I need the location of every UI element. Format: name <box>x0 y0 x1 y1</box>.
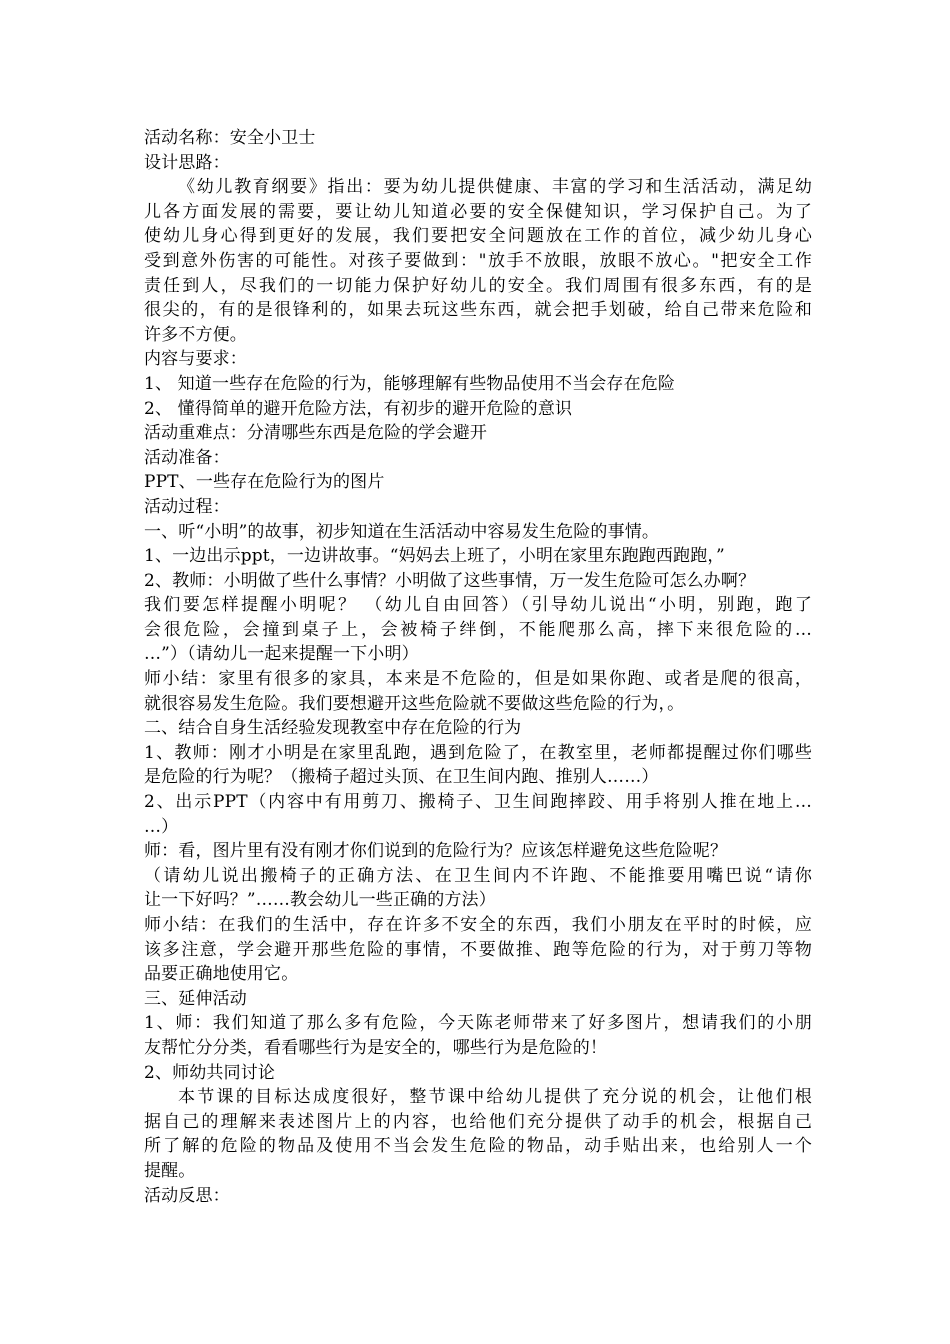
text-line: 师小结：在我们的生活中，存在许多不安全的东西，我们小朋友在平时的时候，应 <box>144 915 812 935</box>
text-line: 是危险的行为呢？（搬椅子超过头顶、在卫生间内跑、推别人……） <box>144 767 659 788</box>
text-line: 1、师：我们知道了那么多有危险，今天陈老师带来了好多图片，想请我们的小朋 <box>144 1013 812 1034</box>
text-line: 《幼儿教育纲要》指出：要为幼儿提供健康、丰富的学习和生活活动，满足幼 <box>178 177 812 198</box>
text-line: 活动过程： <box>144 496 230 517</box>
text-line: 使幼儿身心得到更好的发展，我们要把安全问题放在工作的首位，减少幼儿身心 <box>144 226 812 247</box>
text-line: 提醒。 <box>144 1160 196 1181</box>
text-line: …”）（请幼儿一起来提醒一下小明） <box>144 644 419 665</box>
text-line: 2、出示PPT（内容中有用剪刀、搬椅子、卫生间跑摔跤、用手将别人推在地上… <box>144 792 812 813</box>
text-line: 品要正确地使用它。 <box>144 964 299 985</box>
text-line: 师：看，图片里有没有刚才你们说到的危险行为？应该怎样避免这些危险呢？ <box>144 841 728 862</box>
text-line: PPT、一些存在危险行为的图片 <box>144 472 385 493</box>
text-line: 让一下好吗？”……教会幼儿一些正确的方法） <box>144 890 496 911</box>
text-line: 2、教师：小明做了些什么事情？小明做了这些事情，万一发生危险可怎么办啊？ <box>144 570 756 591</box>
text-line: 活动反思： <box>144 1185 230 1206</box>
text-line: 据自己的理解来表述图片上的内容，也给他们充分提供了动手的机会，根据自己 <box>144 1111 812 1132</box>
text-line: （请幼儿说出搬椅子的正确方法、在卫生间内不许跑、不能推要用嘴巴说“请你 <box>144 865 812 886</box>
text-line: 2、 懂得简单的避开危险方法，有初步的避开危险的意识 <box>144 398 573 419</box>
text-line: 儿各方面发展的需要，要让幼儿知道必要的安全保健知识，学习保护自己。为了 <box>144 201 812 222</box>
text-line: 内容与要求： <box>144 349 247 370</box>
document-body <box>144 126 812 1208</box>
text-line: 一、听“小明”的故事，初步知道在生活活动中容易发生危险的事情。 <box>144 521 660 542</box>
text-line: 活动重难点：分清哪些东西是危险的学会避开 <box>144 423 487 444</box>
text-line: 所了解的危险的物品及使用不当会发生危险的物品，动手贴出来，也给别人一个 <box>144 1136 812 1157</box>
text-line: 我们要怎样提醒小明呢？ （幼儿自由回答）（引导幼儿说出“小明，别跑，跑了 <box>144 595 812 616</box>
text-line: 会很危险，会撞到桌子上，会被椅子绊倒，不能爬那么高，摔下来很危险的… <box>144 619 812 640</box>
text-line: 责任到人，尽我们的一切能力保护好幼儿的安全。我们周围有很多东西，有的是 <box>144 275 812 296</box>
text-line: 本节课的目标达成度很好，整节课中给幼儿提供了充分说的机会，让他们根 <box>178 1087 812 1108</box>
text-line: 活动名称：安全小卫士 <box>144 128 316 148</box>
text-line: 三、延伸活动 <box>144 988 247 1009</box>
text-line: 1、 知道一些存在危险的行为，能够理解有些物品使用不当会存在危险 <box>144 373 676 394</box>
text-line: 二、结合自身生活经验发现教室中存在危险的行为 <box>144 718 522 739</box>
text-line: 许多不方便。 <box>144 324 247 345</box>
text-line: 就很容易发生危险。我们要想避开这些危险就不要做这些危险的行为，。 <box>144 693 685 714</box>
text-line: …） <box>144 816 179 837</box>
text-line: 很尖的，有的是很锋利的，如果去玩这些东西，就会把手划破，给自己带来危险和 <box>144 300 812 321</box>
text-line: 2、师幼共同讨论 <box>144 1062 276 1083</box>
text-line: 受到意外伤害的可能性。对孩子要做到："放手不放眼，放眼不放心。"把安全工作 <box>144 250 812 271</box>
text-line: 1、一边出示ppt，一边讲故事。“妈妈去上班了，小明在家里东跑跑西跑跑，” <box>144 546 725 567</box>
text-line: 活动准备： <box>144 447 230 468</box>
text-line: 1、教师：刚才小明是在家里乱跑，遇到危险了，在教室里，老师都提醒过你们哪些 <box>144 742 812 763</box>
text-line: 该多注意，学会避开那些危险的事情，不要做推、跑等危险的行为，对于剪刀等物 <box>144 939 812 960</box>
text-line: 师小结：家里有很多的家具，本来是不危险的，但是如果你跑、或者是爬的很高， <box>144 669 812 690</box>
text-line: 设计思路： <box>144 152 230 173</box>
text-line: 友帮忙分分类，看看哪些行为是安全的，哪些行为是危险的！ <box>144 1037 608 1058</box>
